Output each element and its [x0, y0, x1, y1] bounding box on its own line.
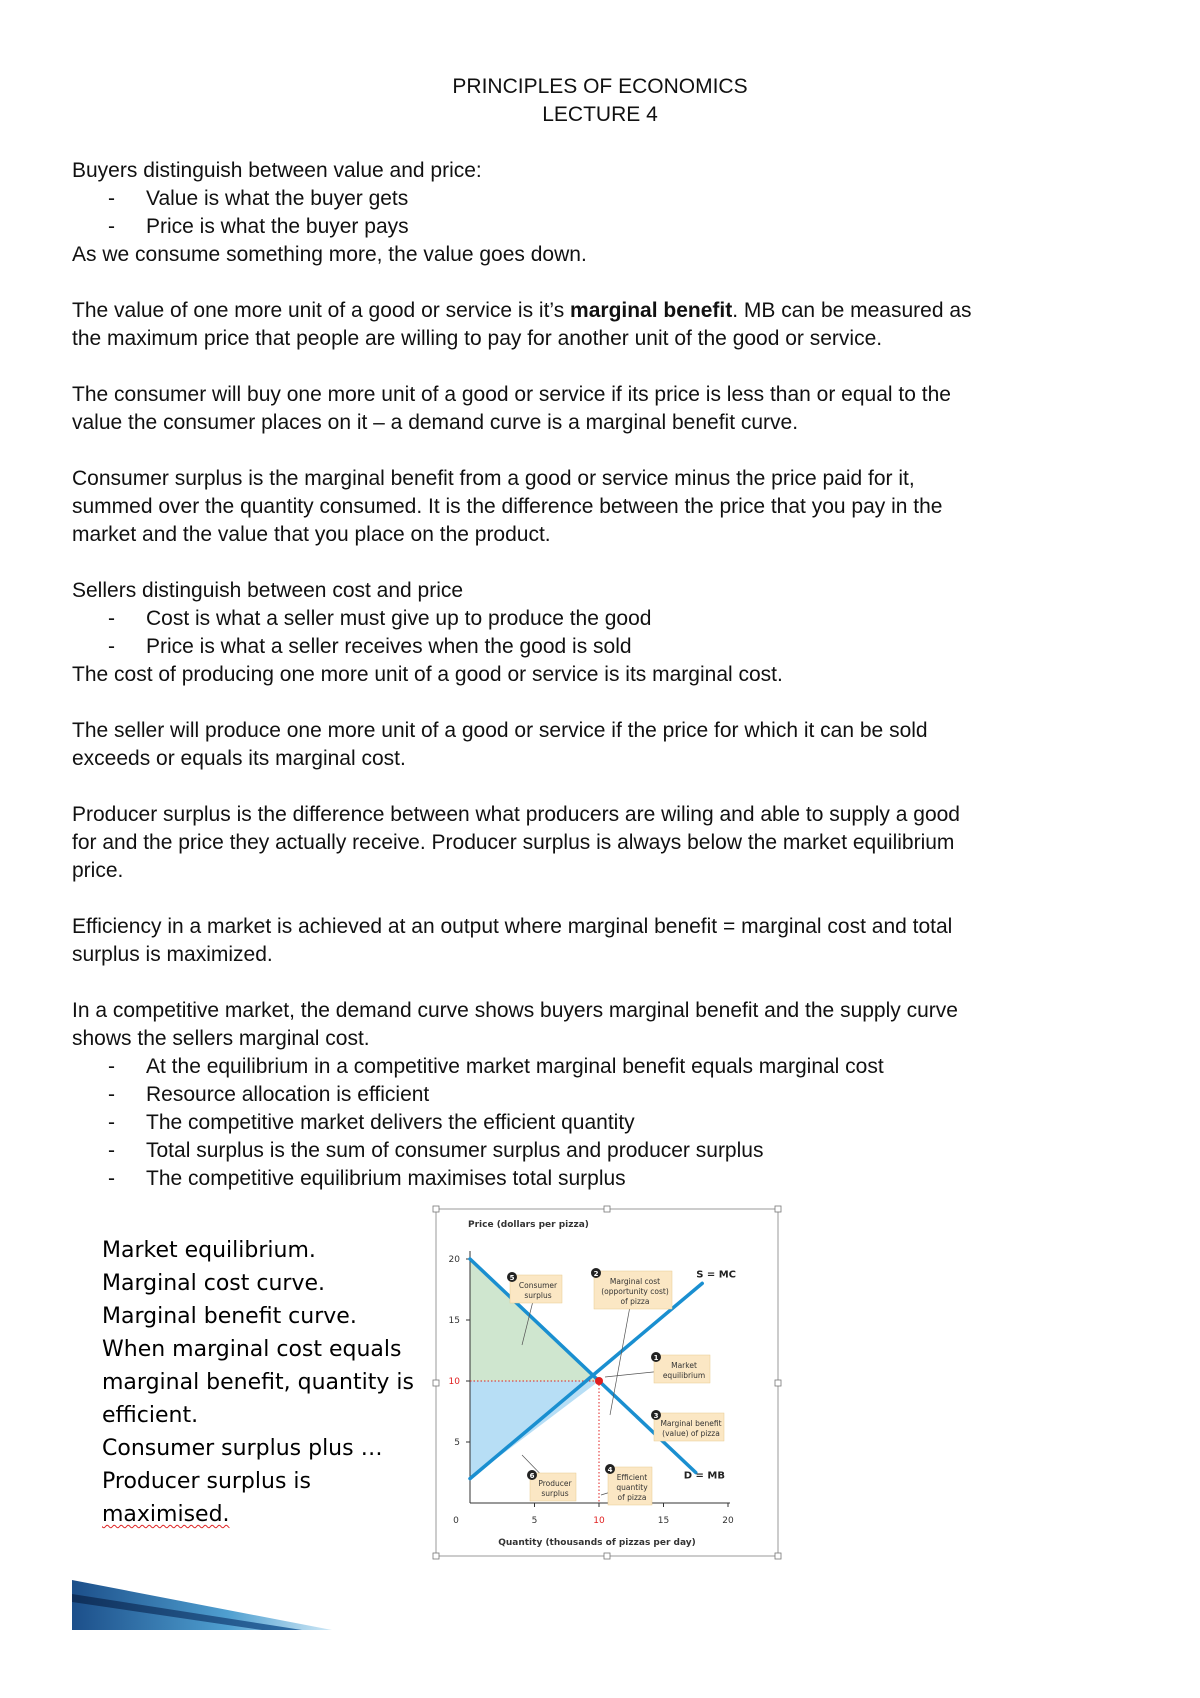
paragraph: Consumer surplus is the marginal benefit from a good or service minus the price paid for it, [72, 467, 915, 490]
bold-term: marginal benefit [570, 299, 733, 322]
callout-text: Producer [538, 1479, 572, 1488]
slide-line: Consumer surplus plus … [102, 1436, 383, 1461]
slide-summary [102, 1234, 442, 1531]
callout-text: Consumer [518, 1281, 558, 1290]
resize-handle[interactable] [775, 1380, 781, 1386]
slide-line: marginal benefit, quantity is [102, 1370, 414, 1395]
callout-number: 4 [607, 1466, 613, 1474]
slide-line: efficient. [102, 1403, 199, 1428]
callout-text: surplus [541, 1489, 569, 1498]
x-tick-label: 15 [657, 1516, 670, 1526]
callout-number: 1 [653, 1354, 659, 1362]
paragraph: Producer surplus is the difference between what producers are wiling and able to supply a good [72, 803, 960, 826]
resize-handle[interactable] [433, 1380, 439, 1386]
x-tick-label: 0 [453, 1516, 459, 1526]
paragraph: surplus is maximized. [72, 943, 273, 966]
body-text [72, 157, 1132, 1193]
paragraph: for and the price they actually receive. Producer surplus is always below the market equilibrium [72, 831, 955, 854]
paragraph: summed over the quantity consumed. It is the difference between the price that you pay in the [72, 495, 943, 518]
list-item: - Price is what the buyer pays [108, 215, 409, 238]
callout-number: 5 [509, 1274, 515, 1282]
chart-svg[interactable] [432, 1205, 782, 1560]
y-tick-label: 20 [448, 1255, 460, 1265]
equilibrium-point [595, 1377, 603, 1385]
list-item: - At the equilibrium in a competitive market marginal benefit equals marginal cost [108, 1055, 884, 1078]
slide-line: maximised. [102, 1502, 230, 1527]
list-item: - Resource allocation is efficient [108, 1083, 430, 1106]
paragraph: Buyers distinguish between value and price: [72, 159, 482, 182]
callout-text: quantity [616, 1483, 648, 1492]
slide-line: Marginal cost curve. [102, 1271, 325, 1296]
callout-text: of pizza [620, 1297, 650, 1306]
resize-handle[interactable] [604, 1206, 610, 1212]
callout-number: 2 [593, 1270, 599, 1278]
callout-text: (opportunity cost) [601, 1287, 669, 1296]
callout-text: equilibrium [662, 1371, 706, 1380]
callout-text: Marginal benefit [660, 1419, 722, 1428]
paragraph: Efficiency in a market is achieved at an output where marginal benefit = marginal cost and total [72, 915, 953, 938]
resize-handle[interactable] [604, 1553, 610, 1559]
doc-subtitle: LECTURE 4 [542, 103, 658, 126]
resize-handle[interactable] [433, 1553, 439, 1559]
paragraph: exceeds or equals its marginal cost. [72, 747, 406, 770]
paragraph: In a competitive market, the demand curve shows buyers marginal benefit and the supply curve [72, 999, 958, 1022]
paragraph: the maximum price that people are willing to pay for another unit of the good or service. [72, 327, 883, 350]
paragraph: As we consume something more, the value goes down. [72, 243, 587, 266]
list-item: - Total surplus is the sum of consumer surplus and producer surplus [108, 1139, 764, 1162]
callout-text: Marginal cost [609, 1277, 661, 1286]
slide-line: Market equilibrium. [102, 1238, 316, 1263]
callout-number: 6 [529, 1472, 535, 1480]
paragraph: The consumer will buy one more unit of a good or service if its price is less than or equal to the [72, 383, 951, 406]
paragraph: value the consumer places on it – a demand curve is a marginal benefit curve. [72, 411, 799, 434]
x-tick-label: 5 [531, 1516, 538, 1526]
list-item: - The competitive equilibrium maximises total surplus [108, 1167, 626, 1190]
doc-title: PRINCIPLES OF ECONOMICS [452, 75, 748, 98]
list-item: - Price is what a seller receives when the good is sold [108, 635, 632, 658]
paragraph: market and the value that you place on the product. [72, 523, 551, 546]
x-axis-label: Quantity (thousands of pizzas per day) [498, 1538, 696, 1548]
callout-text: of pizza [617, 1493, 647, 1502]
demand-curve-label: D = MB [683, 1470, 725, 1482]
paragraph: Sellers distinguish between cost and price [72, 579, 464, 602]
slide-line: Marginal benefit curve. [102, 1304, 357, 1329]
resize-handle[interactable] [775, 1553, 781, 1559]
supply-curve-label: S = MC [696, 1269, 737, 1281]
callout-text: surplus [524, 1291, 552, 1300]
paragraph: The cost of producing one more unit of a good or service is its marginal cost. [72, 663, 783, 686]
equilibrium-chart[interactable] [432, 1205, 782, 1560]
list-item: - Cost is what a seller must give up to produce the good [108, 607, 652, 630]
resize-handle[interactable] [433, 1206, 439, 1212]
paragraph: The seller will produce one more unit of a good or service if the price for which it can be sold [72, 719, 928, 742]
x-tick-label: 10 [593, 1516, 605, 1526]
resize-handle[interactable] [775, 1206, 781, 1212]
slide-corner-decoration [72, 1580, 332, 1630]
paragraph: The value of one more unit of a good or service is it’s marginal benefit. MB can be measured as [72, 299, 972, 322]
callout-text: Efficient [616, 1473, 648, 1482]
callout-text: (value) of pizza [662, 1429, 720, 1438]
list-item: - The competitive market delivers the efficient quantity [108, 1111, 635, 1134]
paragraph: price. [72, 859, 124, 882]
callout-text: Market [671, 1361, 697, 1370]
slide-line: Producer surplus is [102, 1469, 311, 1494]
y-tick-label: 10 [448, 1377, 460, 1387]
x-tick-label: 20 [722, 1516, 734, 1526]
list-item: - Value is what the buyer gets [108, 187, 409, 210]
slide-line: When marginal cost equals [102, 1337, 402, 1362]
y-tick-label: 15 [448, 1316, 460, 1326]
paragraph: shows the sellers marginal cost. [72, 1027, 370, 1050]
y-axis-label: Price (dollars per pizza) [468, 1220, 589, 1230]
y-tick-label: 5 [454, 1438, 460, 1448]
callout-number: 3 [653, 1412, 659, 1420]
